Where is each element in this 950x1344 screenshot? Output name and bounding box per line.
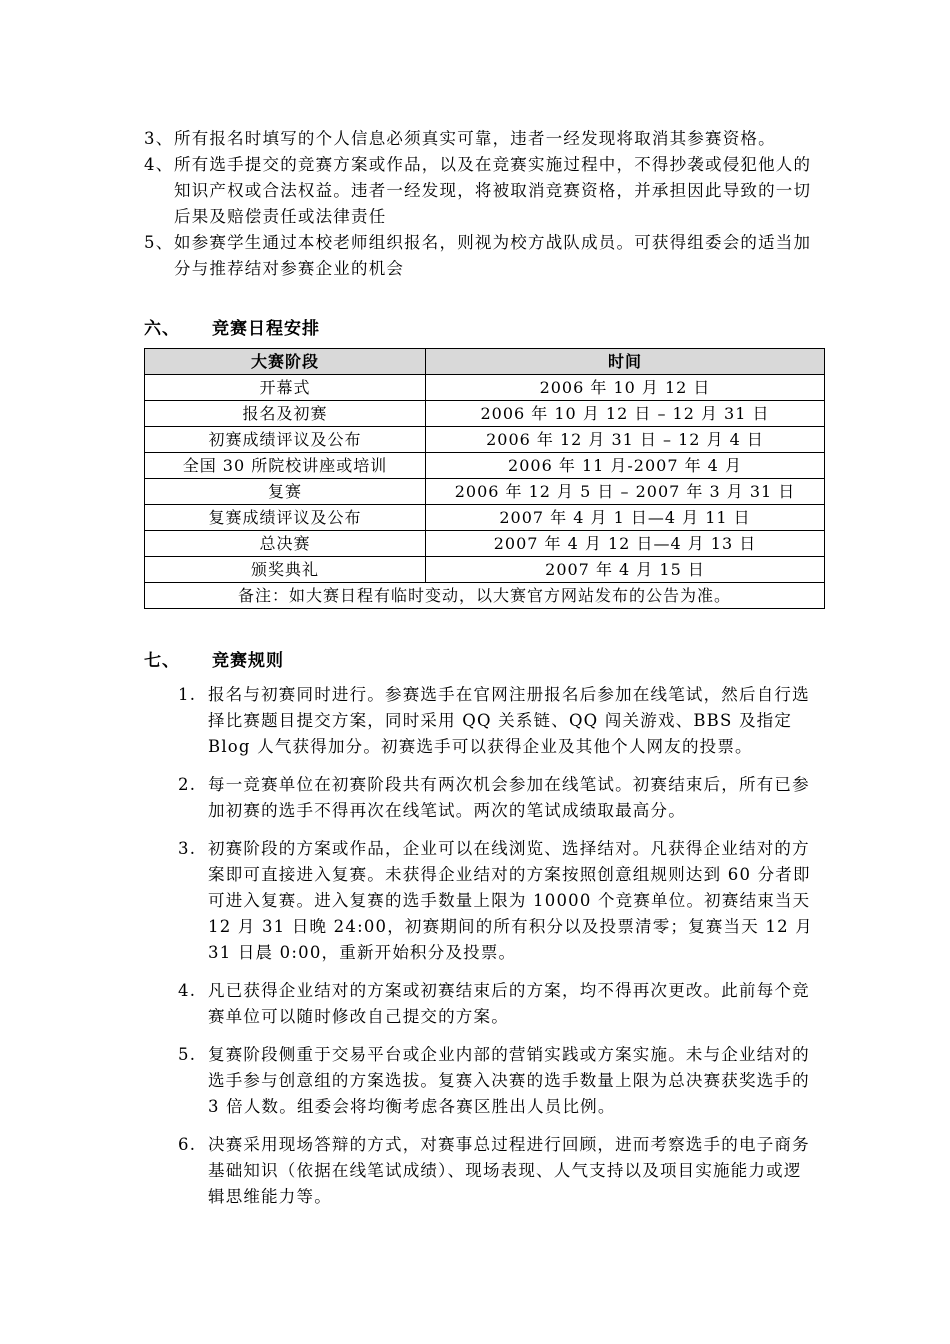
item-text: 报名与初赛同时进行。参赛选手在官网注册报名后参加在线笔试，然后自行选择比赛题目提交方案，同时采用 QQ 关系链、QQ 闯关游戏、BBS 及指定 Blog 人气获得加分。初赛选手可以获得企业及其他个人网友的投票。 [208, 685, 810, 756]
stage-cell: 复赛 [145, 479, 426, 505]
table-row [145, 401, 825, 427]
list-item [178, 1132, 818, 1210]
item-number: 5、 [144, 233, 174, 252]
table-note-row [145, 583, 825, 609]
item-text: 初赛阶段的方案或作品，企业可以在线浏览、选择结对。凡获得企业结对的方案即可直接进入复赛。未获得企业结对的方案按照创意组规则达到 60 分者即可进入复赛。进入复赛的选手数量上限为 10000 个竞赛单位。初赛结束当天 12 月 31 日晚 24:00，初赛期间的所有积分以及投票清零；复赛当天 12 月 31 日晨 0:00，重新开始积分及投票。 [208, 839, 813, 962]
item-number: 2. [178, 775, 197, 794]
time-cell: 2007 年 4 月 12 日—4 月 13 日 [426, 531, 825, 557]
item-number: 5. [178, 1045, 197, 1064]
rules-list [178, 682, 818, 1222]
item-number: 4、 [144, 155, 174, 174]
section-heading-rules [144, 646, 284, 671]
list-item [144, 230, 824, 282]
time-cell: 2007 年 4 月 15 日 [426, 557, 825, 583]
list-item [178, 978, 818, 1030]
table-row [145, 479, 825, 505]
stage-cell: 总决赛 [145, 531, 426, 557]
table-row [145, 505, 825, 531]
stage-cell: 全国 30 所院校讲座或培训 [145, 453, 426, 479]
section-title: 竞赛规则 [212, 651, 284, 671]
section-number: 七、 [144, 651, 180, 671]
item-text: 复赛阶段侧重于交易平台或企业内部的营销实践或方案实施。未与企业结对的选手参与创意组的方案选拔。复赛入决赛的选手数量上限为总决赛获奖选手的 3 倍人数。组委会将均衡考虑各赛区胜出人员比例。 [208, 1045, 810, 1116]
section-heading-schedule [144, 314, 320, 339]
table-row [145, 531, 825, 557]
time-cell: 2006 年 10 月 12 日 – 12 月 31 日 [426, 401, 825, 427]
item-number: 1. [178, 685, 197, 704]
item-number: 3. [178, 839, 197, 858]
intro-list [144, 126, 824, 282]
time-cell: 2006 年 12 月 5 日 – 2007 年 3 月 31 日 [426, 479, 825, 505]
table-header-row [145, 349, 825, 375]
schedule-table [144, 348, 825, 609]
list-item [178, 772, 818, 824]
list-item [178, 836, 818, 966]
item-text: 所有报名时填写的个人信息必须真实可靠，违者一经发现将取消其参赛资格。 [174, 129, 776, 148]
item-number: 3、 [144, 129, 174, 148]
time-cell: 2007 年 4 月 1 日—4 月 11 日 [426, 505, 825, 531]
time-cell: 2006 年 12 月 31 日 – 12 月 4 日 [426, 427, 825, 453]
time-cell: 2006 年 11 月-2007 年 4 月 [426, 453, 825, 479]
list-item [178, 682, 818, 760]
item-text: 如参赛学生通过本校老师组织报名，则视为校方战队成员。可获得组委会的适当加分与推荐结对参赛企业的机会 [174, 233, 812, 278]
stage-cell: 复赛成绩评议及公布 [145, 505, 426, 531]
item-number: 4. [178, 981, 197, 1000]
table-row [145, 427, 825, 453]
list-item [178, 1042, 818, 1120]
stage-cell: 初赛成绩评议及公布 [145, 427, 426, 453]
section-title: 竞赛日程安排 [212, 319, 320, 339]
table-row [145, 453, 825, 479]
time-cell: 2006 年 10 月 12 日 [426, 375, 825, 401]
section-number: 六、 [144, 319, 180, 339]
stage-cell: 开幕式 [145, 375, 426, 401]
item-text: 所有选手提交的竞赛方案或作品，以及在竞赛实施过程中，不得抄袭或侵犯他人的知识产权或合法权益。违者一经发现，将被取消竞赛资格，并承担因此导致的一切后果及赔偿责任或法律责任 [174, 155, 812, 226]
schedule-note: 备注：如大赛日程有临时变动，以大赛官方网站发布的公告为准。 [145, 583, 825, 609]
list-item [144, 126, 824, 152]
stage-cell: 报名及初赛 [145, 401, 426, 427]
item-text: 凡已获得企业结对的方案或初赛结束后的方案，均不得再次更改。此前每个竞赛单位可以随时修改自己提交的方案。 [208, 981, 810, 1026]
table-row [145, 557, 825, 583]
table-row [145, 375, 825, 401]
header-time: 时间 [426, 349, 825, 375]
list-item [144, 152, 824, 230]
stage-cell: 颁奖典礼 [145, 557, 426, 583]
item-text: 每一竞赛单位在初赛阶段共有两次机会参加在线笔试。初赛结束后，所有已参加初赛的选手不得再次在线笔试。两次的笔试成绩取最高分。 [208, 775, 810, 820]
item-number: 6. [178, 1135, 197, 1154]
item-text: 决赛采用现场答辩的方式，对赛事总过程进行回顾，进而考察选手的电子商务基础知识（依据在线笔试成绩）、现场表现、人气支持以及项目实施能力或逻辑思维能力等。 [208, 1135, 810, 1206]
header-stage: 大赛阶段 [145, 349, 426, 375]
